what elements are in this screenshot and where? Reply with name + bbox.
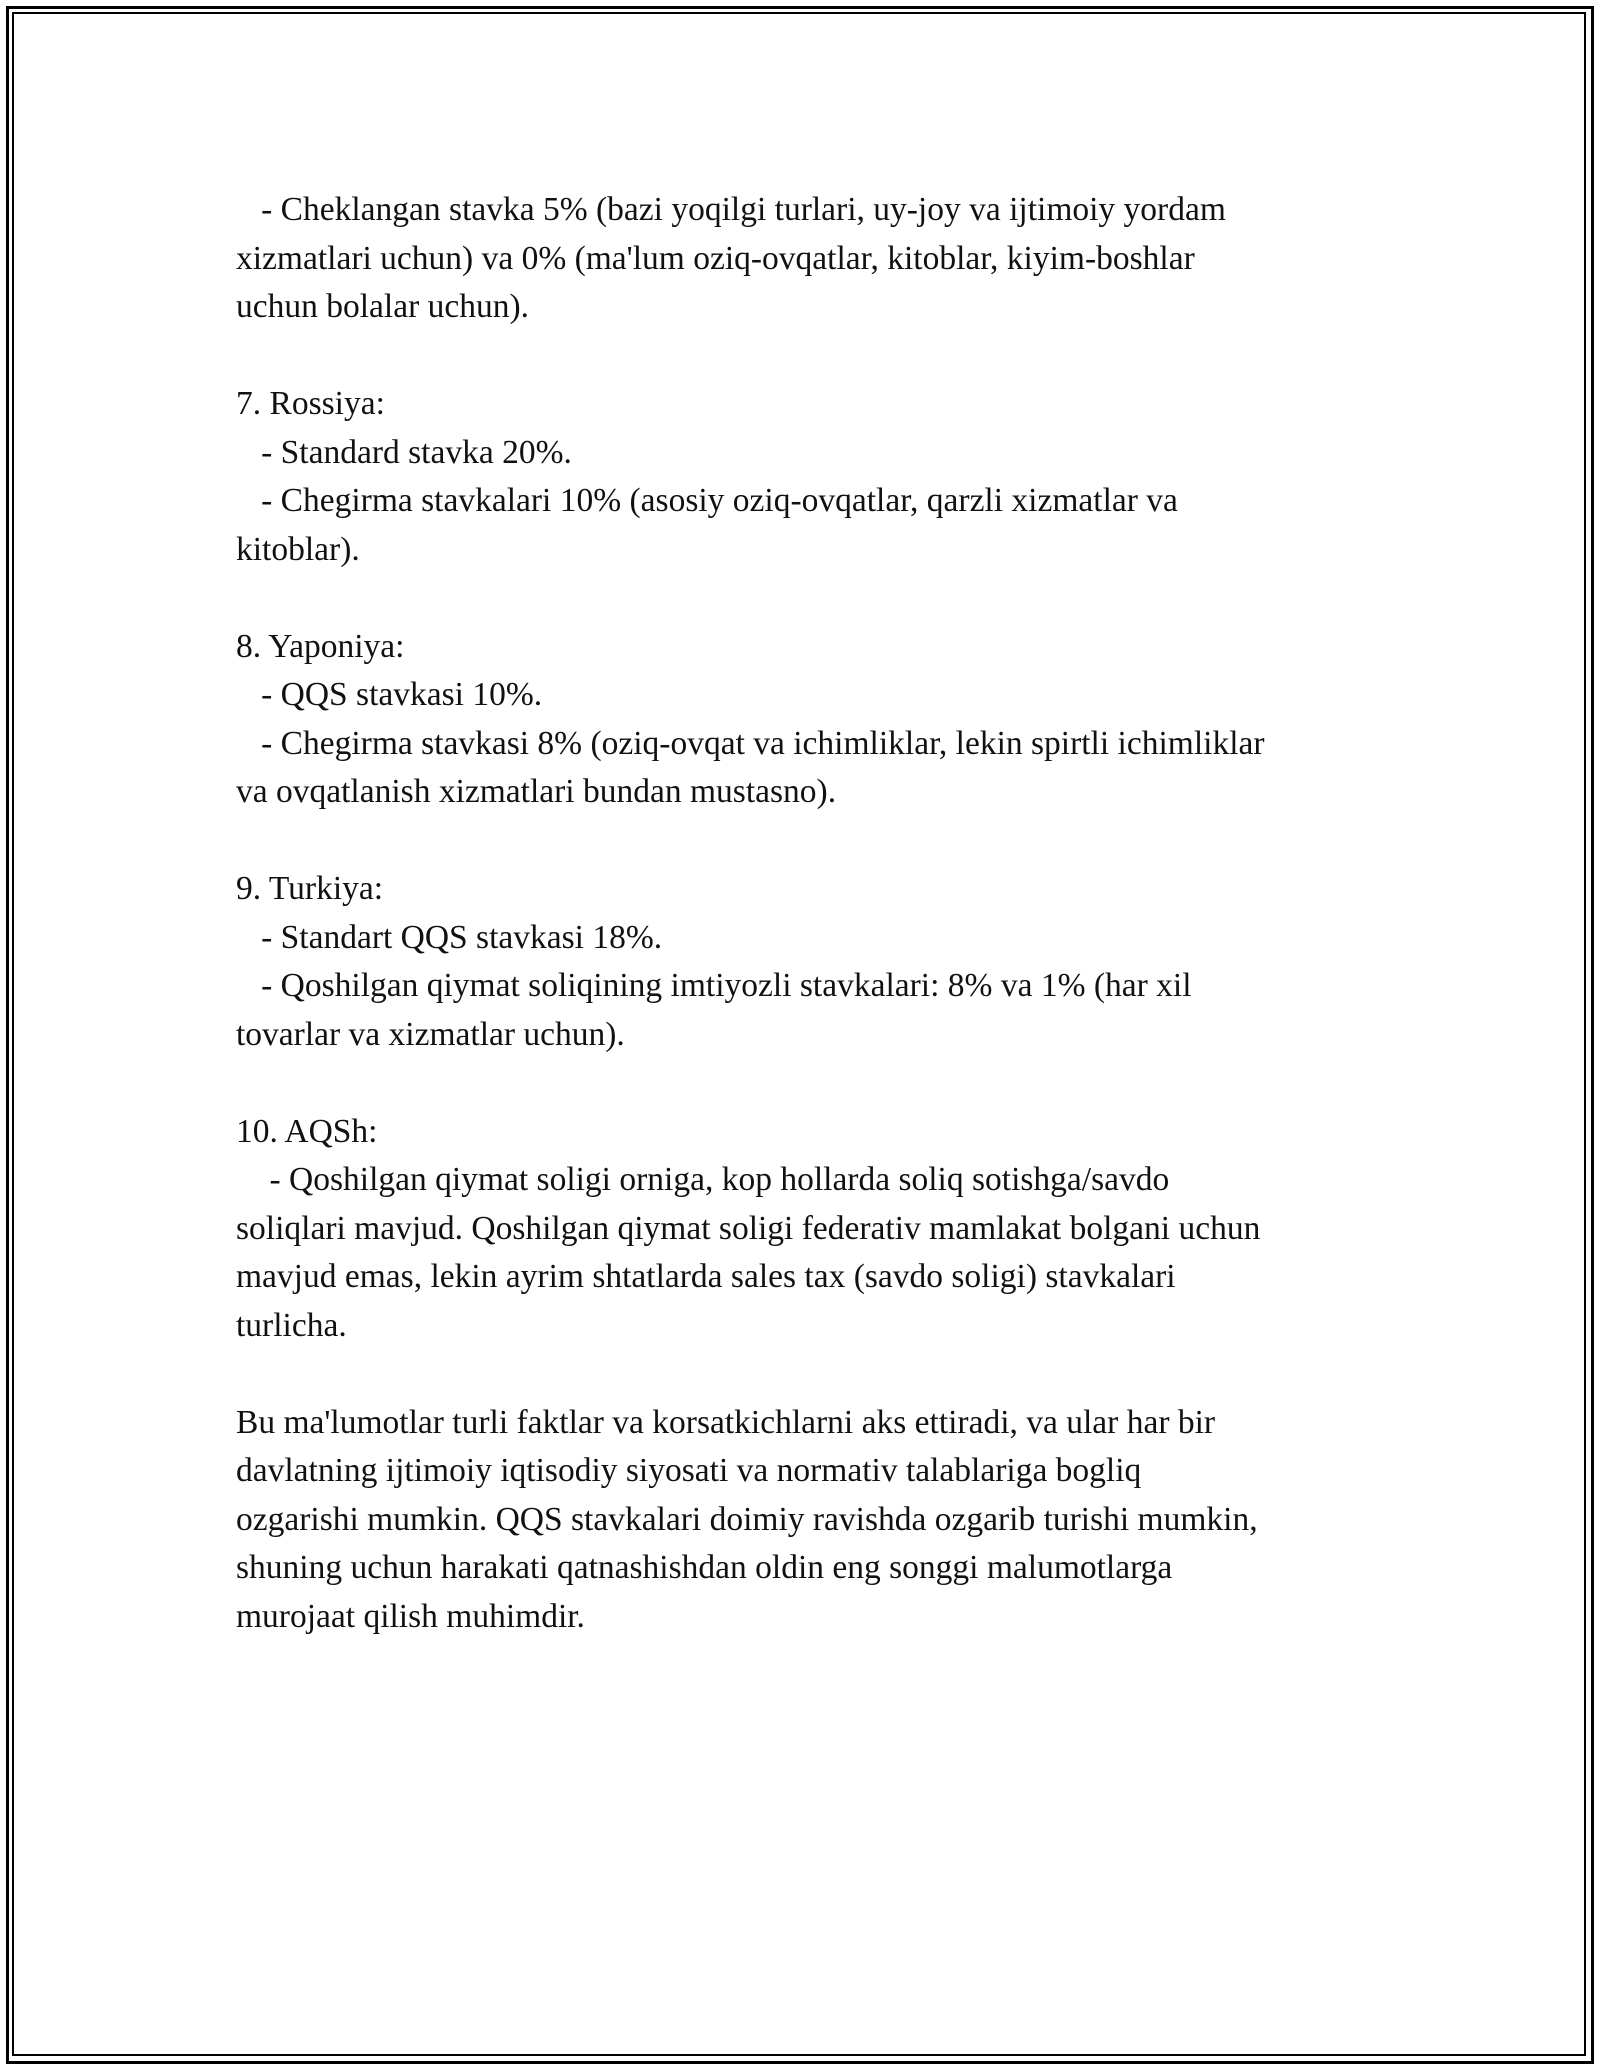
document-body xyxy=(236,186,1396,1641)
text-line: Bu ma'lumotlar turli faktlar va korsatkichlarni aks ettiradi, va ular har bir xyxy=(236,1403,1216,1441)
section-usa xyxy=(236,1108,1396,1351)
section-heading: 10. AQSh: xyxy=(236,1112,378,1150)
paragraph-gap xyxy=(236,574,1396,623)
text-line: mavjud emas, lekin ayrim shtatlarda sales tax (savdo soligi) stavkalari xyxy=(236,1258,1176,1295)
text-block-continuation xyxy=(236,186,1396,332)
section-heading: 7. Rossiya: xyxy=(236,385,385,422)
text-line: - Chegirma stavkalari 10% (asosiy oziq-ovqatlar, qarzli xizmatlar va xyxy=(236,482,1178,519)
paragraph-gap xyxy=(236,1350,1396,1399)
text-line: - Cheklangan stavka 5% (bazi yoqilgi turlari, uy-joy va ijtimoiy yordam xyxy=(236,191,1226,228)
conclusion-paragraph xyxy=(236,1399,1396,1642)
text-line: shuning uchun harakati qatnashishdan oldin eng songgi malumotlarga xyxy=(236,1549,1173,1586)
section-turkey xyxy=(236,865,1396,1059)
text-line: uchun bolalar uchun). xyxy=(236,288,530,325)
text-line: - Chegirma stavkasi 8% (oziq-ovqat va ichimliklar, lekin spirtli ichimliklar xyxy=(236,724,1265,762)
section-russia xyxy=(236,380,1396,574)
text-line: murojaat qilish muhimdir. xyxy=(236,1597,585,1635)
text-line: - QQS stavkasi 10%. xyxy=(236,676,543,713)
paragraph-gap xyxy=(236,1059,1396,1108)
text-line: soliqlari mavjud. Qoshilgan qiymat soligi federativ mamlakat bolgani uchun xyxy=(236,1209,1261,1247)
section-heading: 9. Turkiya: xyxy=(236,870,384,907)
text-line: va ovqatlanish xizmatlari bundan mustasno). xyxy=(236,773,837,810)
text-line: xizmatlari uchun) va 0% (ma'lum oziq-ovqatlar, kitoblar, kiyim-boshlar xyxy=(236,239,1195,277)
text-line: turlicha. xyxy=(236,1306,347,1344)
paragraph-gap xyxy=(236,817,1396,866)
section-heading: 8. Yaponiya: xyxy=(236,627,405,665)
text-line: - Standard stavka 20%. xyxy=(236,433,572,471)
text-line: tovarlar va xizmatlar uchun). xyxy=(236,1015,625,1053)
section-japan xyxy=(236,623,1396,817)
text-line: - Qoshilgan qiymat soliqining imtiyozli stavkalari: 8% va 1% (har xil xyxy=(236,967,1192,1004)
paragraph-gap xyxy=(236,332,1396,381)
text-line: - Qoshilgan qiymat soligi orniga, kop hollarda soliq sotishga/savdo xyxy=(236,1161,1170,1198)
text-line: davlatning ijtimoiy iqtisodiy siyosati va normativ talablariga bogliq xyxy=(236,1452,1142,1489)
text-line: kitoblar). xyxy=(236,530,360,568)
text-line: - Standart QQS stavkasi 18%. xyxy=(236,918,663,956)
text-line: ozgarishi mumkin. QQS stavkalari doimiy ravishda ozgarib turishi mumkin, xyxy=(236,1500,1258,1538)
